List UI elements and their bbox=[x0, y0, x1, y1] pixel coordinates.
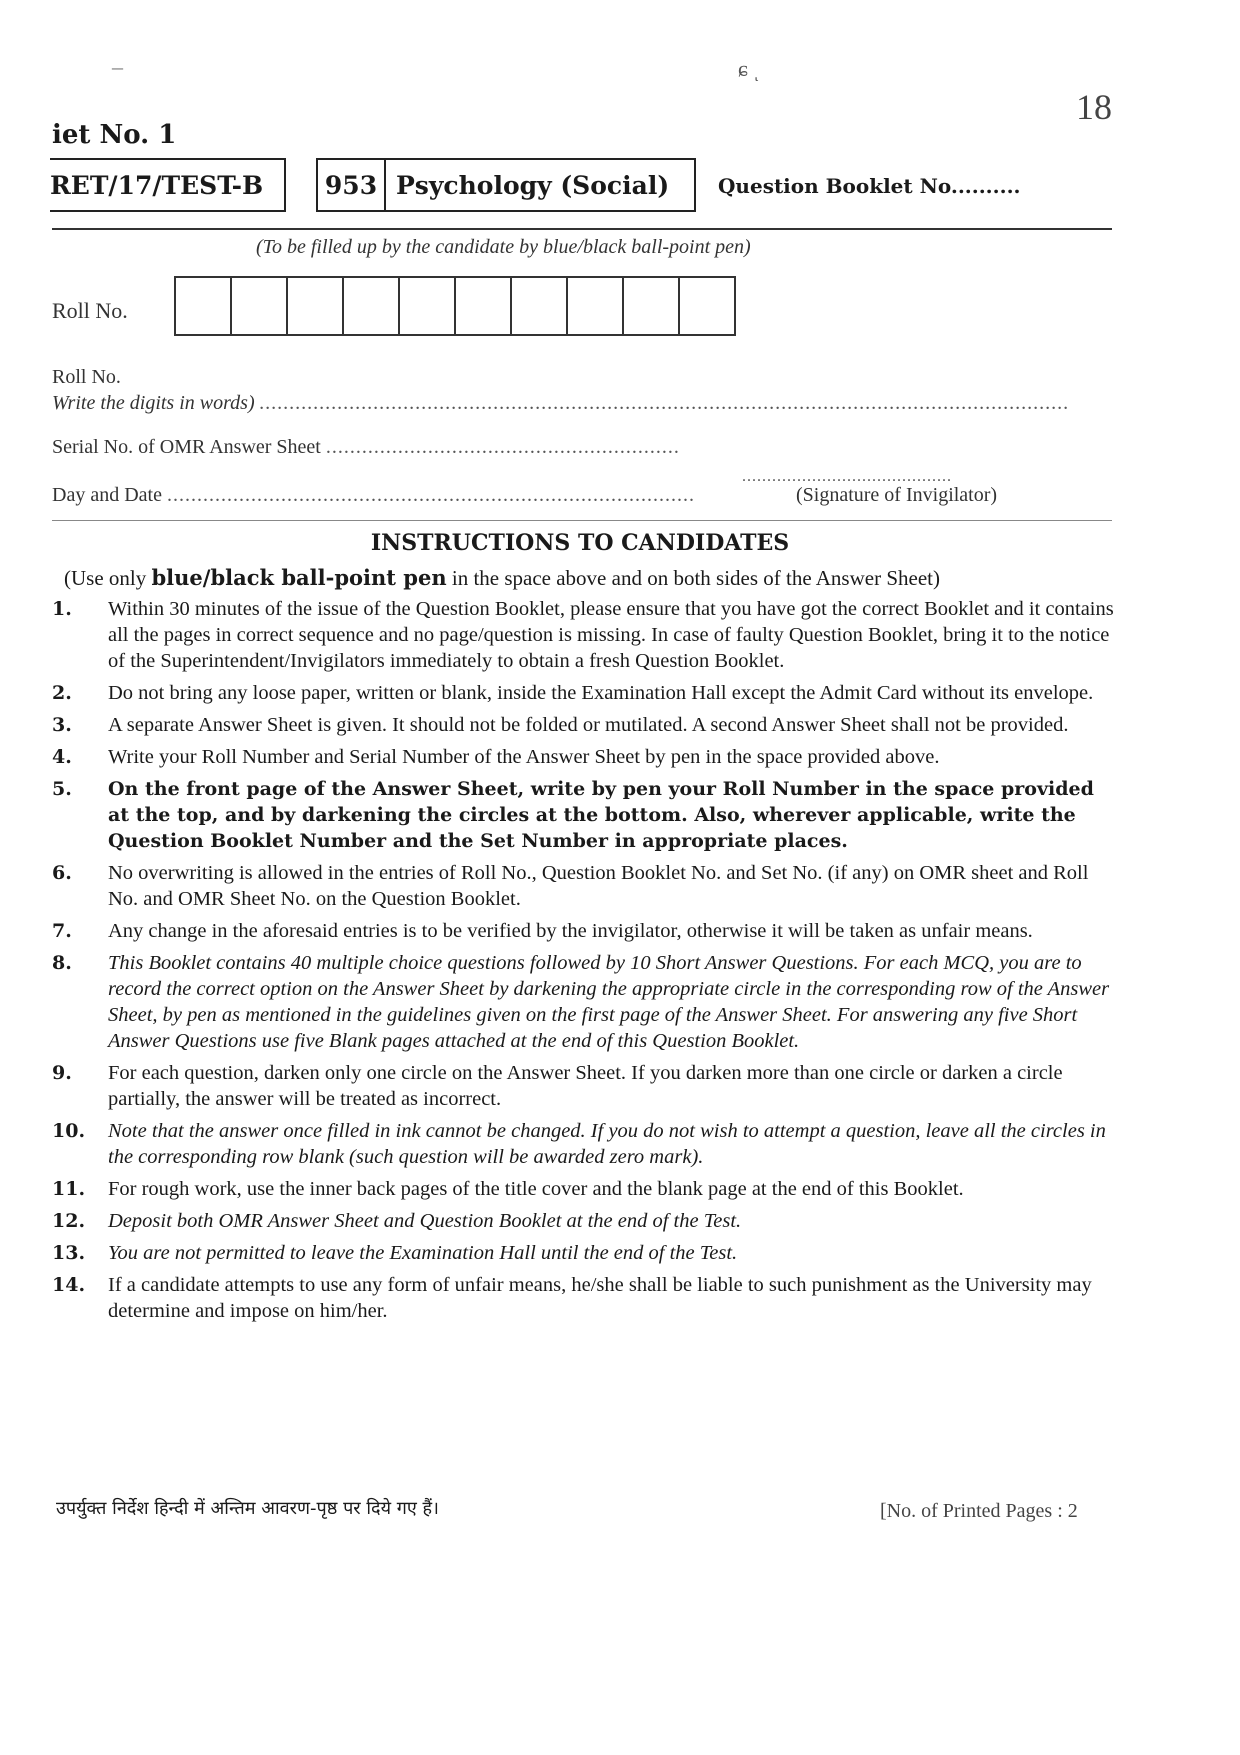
set-number: iet No. 1 bbox=[52, 120, 177, 150]
instruction-item: 7. Any change in the aforesaid entries is to be verified by the invigilator, otherwise it will be taken as unfair means. bbox=[52, 920, 1033, 942]
roll-digit-box[interactable] bbox=[398, 276, 456, 336]
instruction-item: 11. For rough work, use the inner back pages of the title cover and the blank page at the end of this Booklet. bbox=[52, 1178, 964, 1200]
roll-no-grid[interactable] bbox=[176, 276, 736, 336]
omr-serial-label: Serial No. of OMR Answer Sheet bbox=[52, 436, 321, 458]
day-date-label: Day and Date bbox=[52, 484, 162, 506]
roll-digit-box[interactable] bbox=[454, 276, 512, 336]
instruction-item: 3. A separate Answer Sheet is given. It should not be folded or mutilated. A second Answer Sheet shall not be provided. bbox=[52, 714, 1069, 736]
omr-serial-field[interactable]: Serial No. of OMR Answer Sheet ........................................................... bbox=[52, 436, 680, 458]
roll-digit-box[interactable] bbox=[510, 276, 568, 336]
instruction-item: 12. Deposit both OMR Answer Sheet and Question Booklet at the end of the Test. bbox=[52, 1210, 742, 1232]
roll-digit-box[interactable] bbox=[230, 276, 288, 336]
roll-digit-box[interactable] bbox=[286, 276, 344, 336]
top-dash: – bbox=[112, 54, 123, 79]
roll-words-line-1: Roll No. bbox=[52, 366, 121, 388]
instruction-item: 5. On the front page of the Answer Sheet, write by pen your Roll Number in the space provided at the top, and by darkening the circles at the bottom. Also, wherever applicable, write the Question Booklet Number and the Set Number in appropriate places. bbox=[52, 778, 1094, 852]
instruction-item: 13. You are not permitted to leave the Examination Hall until the end of the Test. bbox=[52, 1242, 738, 1264]
instruction-item: 4. Write your Roll Number and Serial Number of the Answer Sheet by pen in the space provided above. bbox=[52, 746, 940, 768]
form-divider bbox=[52, 520, 1112, 521]
exam-code: RET/17/TEST-B bbox=[50, 170, 264, 200]
corner-handwritten-number: 18 bbox=[1076, 87, 1112, 127]
instructions-intro: (Use only blue/black ball-point pen in the space above and on both sides of the Answer Sheet) bbox=[64, 565, 940, 590]
subject-code: 953 bbox=[318, 160, 386, 210]
instruction-item: 1. Within 30 minutes of the issue of the Question Booklet, please ensure that you have got the correct Booklet and it contains all the pages in correct sequence and no page/question is missing. In case of faulty Question Booklet, bring it to the notice of the Superintendent/Invigilators immediately to obtain a fresh Question Booklet. bbox=[52, 598, 1114, 672]
hindi-note: उपर्युक्त निर्देश हिन्दी में अन्तिम आवरण-पृष्ठ पर दिये गए हैं। bbox=[56, 1498, 439, 1519]
roll-digit-box[interactable] bbox=[174, 276, 232, 336]
roll-digit-box[interactable] bbox=[678, 276, 736, 336]
instruction-item: 2. Do not bring any loose paper, written or blank, inside the Examination Hall except the Admit Card without its envelope. bbox=[52, 682, 1094, 704]
instructions-title: INSTRUCTIONS TO CANDIDATES bbox=[370, 530, 790, 556]
instructions-list bbox=[52, 596, 1120, 1330]
question-booklet-no[interactable]: Question Booklet No.......... bbox=[718, 174, 1021, 198]
roll-digit-box[interactable] bbox=[566, 276, 624, 336]
instruction-item: 6. No overwriting is allowed in the entries of Roll No., Question Booklet No. and Set No. (if any) on OMR sheet and Roll No. and OMR Sheet No. on the Question Booklet. bbox=[52, 862, 1089, 910]
roll-digit-box[interactable] bbox=[342, 276, 400, 336]
instruction-item: 10. Note that the answer once filled in ink cannot be changed. If you do not wish to attempt a question, leave all the circles in the corresponding row blank (such question will be awarded zero mark). bbox=[52, 1120, 1106, 1168]
subject-name: Psychology (Social) bbox=[396, 170, 670, 200]
instruction-item: 8. This Booklet contains 40 multiple choice questions followed by 10 Short Answer Questions. For each MCQ, you are to record the correct option on the Answer Sheet by darkening the appropriate circle in the corresponding row of the Answer Sheet, by pen as mentioned in the guidelines given on the first page of the Answer Sheet. For answering any five Short Answer Questions use five Blank pages attached at the end of this Question Booklet. bbox=[52, 952, 1110, 1052]
roll-words-line-2: Write the digits in words) ....................................................................................................................................... bbox=[52, 392, 1070, 414]
instruction-item: 9. For each question, darken only one circle on the Answer Sheet. If you darken more than one circle or darken a circle partially, the answer will be treated as incorrect. bbox=[52, 1062, 1063, 1110]
instruction-item: 14. If a candidate attempts to use any form of unfair means, he/she shall be liable to such punishment as the University may determine and impose on him/her. bbox=[52, 1274, 1092, 1322]
top-handwritten-mark: ɕ ͺ bbox=[738, 56, 761, 81]
header-rule bbox=[52, 228, 1112, 230]
subject-box bbox=[316, 158, 696, 212]
exam-code-box bbox=[50, 158, 286, 212]
roll-no-label: Roll No. bbox=[52, 298, 128, 323]
roll-digit-box[interactable] bbox=[622, 276, 680, 336]
invigilator-signature-field[interactable]: .......................................... (Signature of Invigilator) bbox=[742, 470, 1102, 507]
roll-in-words-label bbox=[52, 364, 1070, 416]
fill-instruction-note: (To be filled up by the candidate by blue/black ball-point pen) bbox=[256, 236, 751, 258]
day-date-field[interactable]: Day and Date ........................................................................................ bbox=[52, 484, 695, 506]
signature-label: (Signature of Invigilator) bbox=[796, 484, 998, 506]
printed-pages-count: [No. of Printed Pages : 2 bbox=[880, 1500, 1078, 1522]
